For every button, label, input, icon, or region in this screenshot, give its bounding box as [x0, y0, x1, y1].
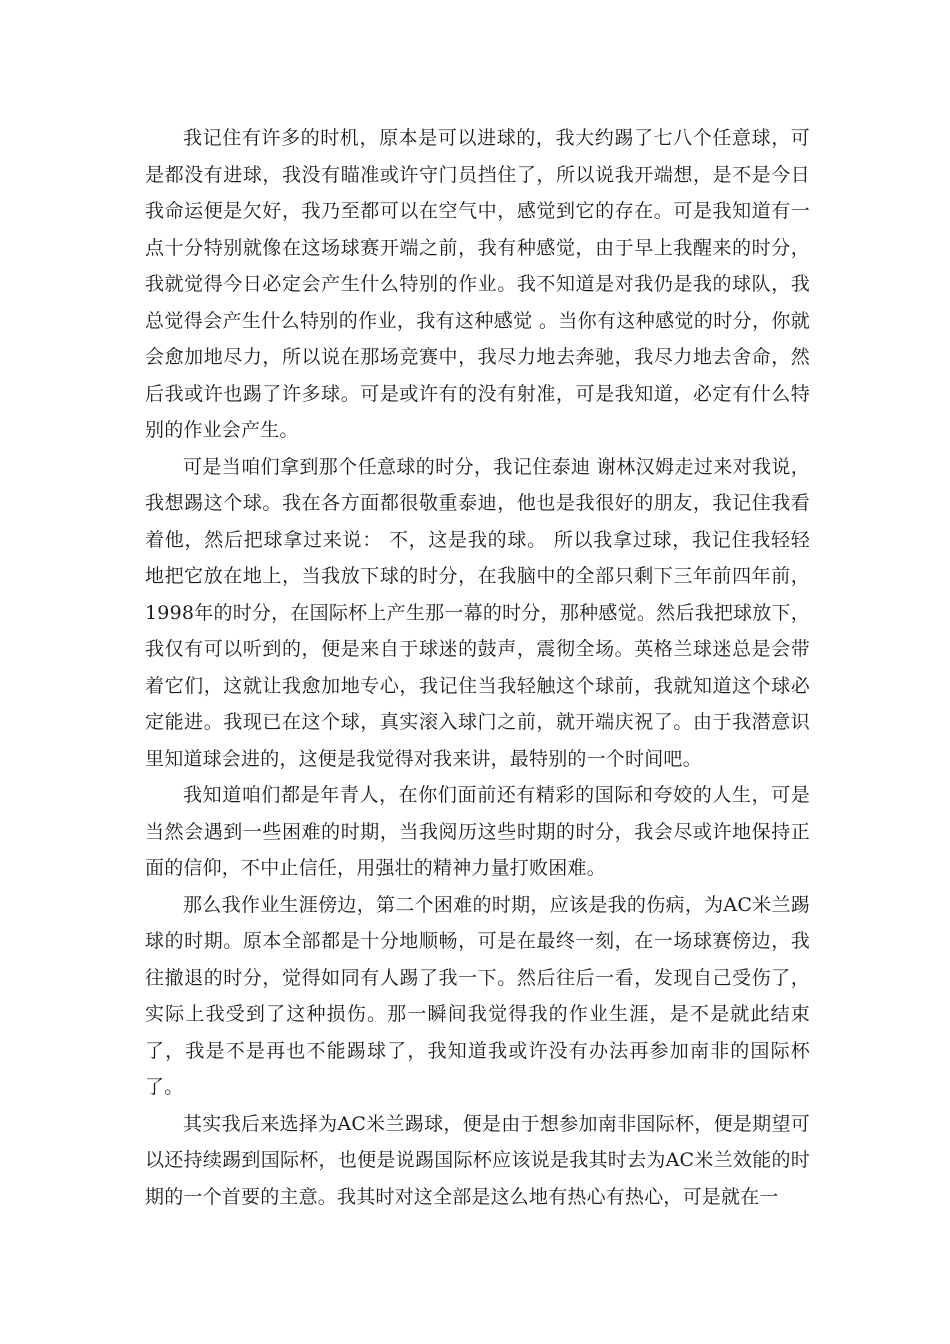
paragraph-4: 那么我作业生涯傍边，第二个困难的时期，应该是我的伤病，为AC米兰踢球的时期。原本全部都是十分地顺畅，可是在最终一刻，在一场球赛傍边，我往撤退的时分，觉得如同有人踢了我一下。然后往后一看，发现自己受伤了，实际上我受到了这种损伤。那一瞬间我觉得我的作业生涯，是不是就此结束了，我是不是再也不能踢球了，我知道我或许没有办法再参加南非的国际杯了。: [145, 893, 810, 1098]
document-body: [145, 120, 810, 1215]
paragraph-2: 可是当咱们拿到那个任意球的时分，我记住泰迪 谢林汉姆走过来对我说，我想踢这个球。我在各方面都很敬重泰迪，他也是我很好的朋友，我记住我看着他，然后把球拿过来说： 不，这是我的球。 所以我拿过球，我记住我轻轻地把它放在地上，当我放下球的时分，在我脑中的全部只剩下三年前四年前，1998年的时分，在国际杯上产生那一幕的时分，那种感觉。然后我把球放下，我仅有可以听到的，便是来自于球迷的鼓声，震彻全场。英格兰球迷总是会带着它们，这就让我愈加地专心，我记住当我轻触这个球前，我就知道这个球必定能进。我现已在这个球，真实滚入球门之前，就开端庆祝了。由于我潜意识里知道球会进的，这便是我觉得对我来讲，最特别的一个时间吧。: [145, 455, 810, 770]
paragraph-3: 我知道咱们都是年青人，在你们面前还有精彩的国际和夸姣的人生，可是当然会遇到一些困难的时期，当我阅历这些时期的时分，我会尽或许地保持正面的信仰，不中止信任，用强壮的精神力量打败困难。: [145, 784, 810, 879]
paragraph-1: 我记住有许多的时机，原本是可以进球的，我大约踢了七八个任意球，可是都没有进球，我没有瞄准或许守门员挡住了，所以说我开端想，是不是今日我命运便是欠好，我乃至都可以在空气中，感觉到它的存在。可是我知道有一点十分特别就像在这场球赛开端之前，我有种感觉，由于早上我醒来的时分，我就觉得今日必定会产生什么特别的作业。我不知道是对我仍是我的球队，我总觉得会产生什么特别的作业，我有这种感觉 。当你有这种感觉的时分，你就会愈加地尽力，所以说在那场竞赛中，我尽力地去奔驰，我尽力地去舍命，然后我或许也踢了许多球。可是或许有的没有射准，可是我知道，必定有什么特别的作业会产生。: [145, 127, 810, 441]
paragraph-5: 其实我后来选择为AC米兰踢球，便是由于想参加南非国际杯，便是期望可以还持续踢到国际杯，也便是说踢国际杯应该说是我其时去为AC米兰效能的时期的一个首要的主意。我其时对这全部是这么地有热心有热心，可是就在一: [145, 1112, 810, 1208]
